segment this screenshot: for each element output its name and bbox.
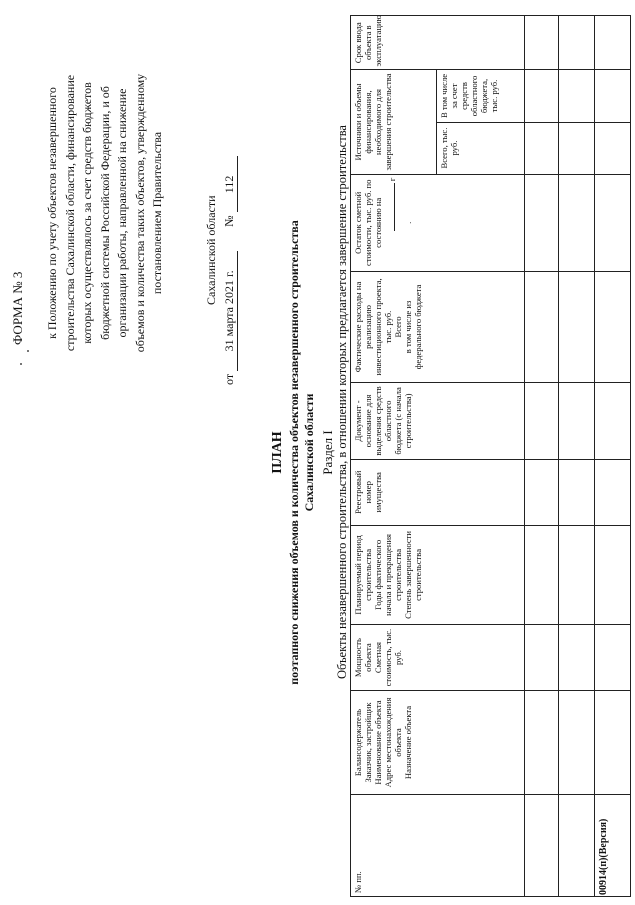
number-value: 112 bbox=[222, 156, 238, 212]
basis-line: к Положению по учету объектов незавершенного bbox=[45, 87, 59, 339]
plan-subtitle-line: Сахалинской области bbox=[302, 393, 316, 512]
basis-region: Сахалинской области bbox=[204, 195, 218, 305]
basis-line: постановлением Правительства bbox=[150, 131, 164, 295]
header-cell-text: Фактические расходы на реализацию инвестиционного проекта, тыс. руб. Всего в том числе из федерального бюджета bbox=[353, 278, 423, 376]
remaining-suffix: г bbox=[387, 177, 397, 182]
table-row bbox=[525, 16, 559, 897]
basis-line: строительства Сахалинской области, финансирование bbox=[62, 74, 77, 352]
plan-title: ПЛАН bbox=[270, 431, 285, 474]
header-cell-sources-regional: В том числе за счет средств областного бюджета, тыс. руб. bbox=[437, 70, 525, 122]
basis-block bbox=[44, 3, 167, 423]
remaining-dot: . bbox=[403, 221, 413, 224]
header-cell-period bbox=[351, 525, 525, 625]
header-cell-commissioning: Срок ввода объекта в эксплуатацию bbox=[351, 16, 525, 70]
header-cell-object bbox=[351, 690, 525, 794]
header-cell-text: Планируемый период строительства Годы фактического начала и прекращения строительства Степень завершенности строительства bbox=[353, 530, 423, 619]
header-cell-document: Документ - основание для выделения средств областного бюджета (с начала строительства) bbox=[351, 382, 525, 459]
header-cell-number: № пп. bbox=[351, 795, 525, 897]
basis-line: которых осуществлялось за счет средств бюджетов bbox=[80, 82, 94, 344]
remaining-date-blank bbox=[387, 178, 397, 268]
header-cell-registry: Реестровый номер имущества bbox=[351, 459, 525, 525]
scan-speck bbox=[27, 350, 29, 352]
header-cell-sources-total: Всего, тыс. руб. bbox=[437, 122, 525, 174]
scan-speck bbox=[20, 363, 22, 365]
date-value: 31 марта 2021 г. bbox=[222, 251, 238, 371]
date-number-line bbox=[222, 156, 238, 385]
table-row bbox=[559, 16, 595, 897]
objects-title: Объекты незавершенного строительства, в отношении которых предлагается завершение строительства bbox=[335, 125, 349, 679]
basis-line: бюджетной системы Российской Федерации, и об bbox=[97, 86, 112, 340]
header-cell-capacity bbox=[351, 625, 525, 691]
header-cell-remaining bbox=[351, 174, 525, 271]
header-cell-text: Мощность объекта Сметная стоимость, тыс. руб. bbox=[353, 628, 403, 687]
form-title: ФОРМА № 3 bbox=[10, 271, 25, 345]
header-cell-sources: Источники и объемы финансирования, необходимого для завершения строительства bbox=[351, 70, 437, 174]
plan-table bbox=[350, 15, 631, 897]
section-title: Раздел I bbox=[320, 430, 335, 475]
footer-code: 00914(п)(Версия) bbox=[598, 818, 609, 895]
plan-subtitle-line: поэтапного снижения объемов и количества объектов незавершенного строительства bbox=[287, 220, 301, 685]
basis-line: объемов и количества таких объектов, утвержденному bbox=[132, 73, 147, 353]
header-cell-text: Балансодержатель Заказчик, застройщик Наименование объекта Адрес местонахождения объекта Назначение объекта bbox=[353, 697, 413, 788]
basis-line: организации работы, направленной на снижение bbox=[115, 88, 129, 338]
header-cell-actual-costs bbox=[351, 271, 525, 382]
number-prefix: № bbox=[222, 215, 236, 227]
table-row bbox=[595, 16, 631, 897]
header-cell-text: Остаток сметной стоимости, тыс. руб. по состоянию на bbox=[353, 179, 383, 266]
date-prefix: от bbox=[222, 373, 236, 385]
plan-subtitle bbox=[287, 30, 317, 875]
